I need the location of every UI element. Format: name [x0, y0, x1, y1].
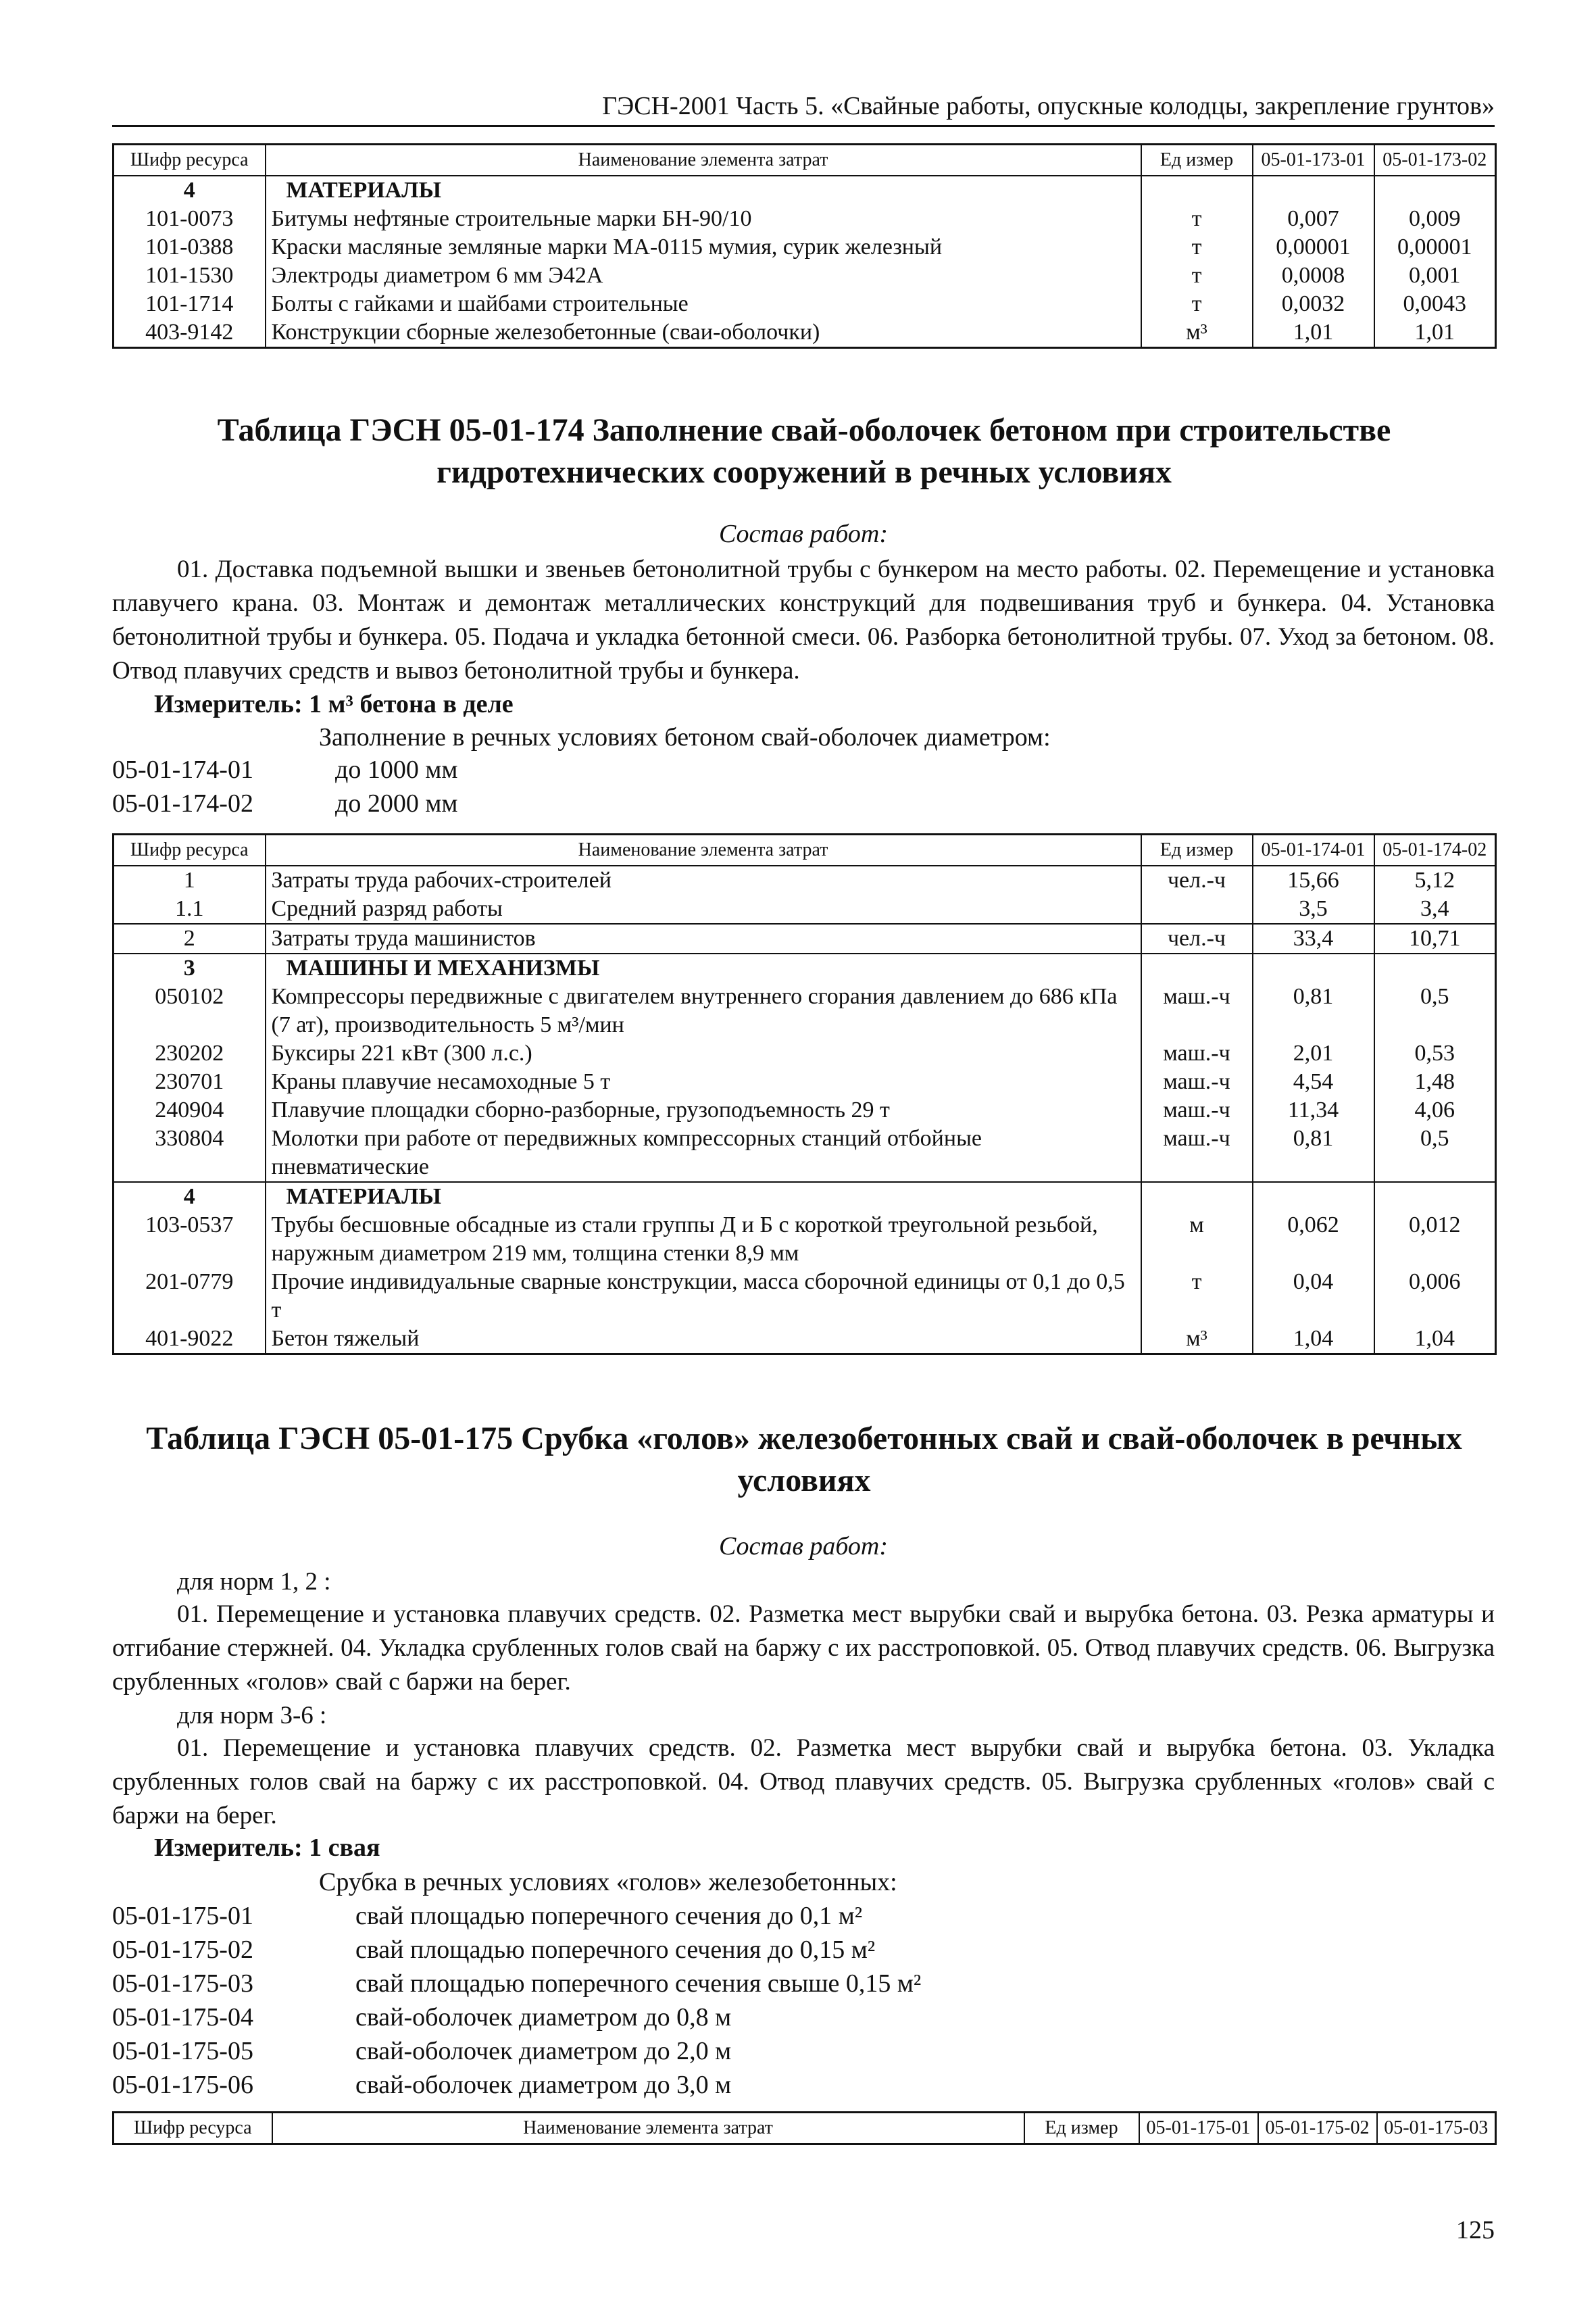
cell-name: МАТЕРИАЛЫ: [266, 1182, 1141, 1211]
cell-unit: м: [1141, 1211, 1253, 1268]
cell-v2: 0,0043: [1374, 290, 1496, 318]
cell-name: Битумы нефтяные строительные марки БН-90/10: [266, 205, 1141, 233]
cell-unit: т: [1141, 233, 1253, 262]
norm-text: до 2000 мм: [335, 789, 458, 818]
norm-text: свай-оболочек диаметром до 0,8 м: [355, 2003, 732, 2032]
table-row: [114, 1125, 1496, 1182]
cell-v2: [1374, 1182, 1496, 1211]
cell-v2: 1,04: [1374, 1325, 1496, 1354]
norm-item: [112, 1967, 921, 2000]
norm-code: 05-01-174-01: [112, 756, 253, 784]
cell-unit: [1141, 954, 1253, 983]
col-header-name: Наименование элемента затрат: [266, 145, 1141, 176]
cell-unit: маш.-ч: [1141, 1096, 1253, 1125]
table-row: [114, 290, 1496, 318]
norm-text: до 1000 мм: [335, 756, 458, 784]
cell-name: Конструкции сборные железобетонные (сваи-оболочки): [266, 318, 1141, 348]
cell-v2: 0,009: [1374, 205, 1496, 233]
cell-unit: маш.-ч: [1141, 1039, 1253, 1068]
cell-v1: 3,5: [1253, 895, 1374, 924]
norm-item: [112, 2034, 921, 2068]
table-row: [114, 1268, 1496, 1325]
norm-item: [112, 1899, 921, 1933]
cell-name: Компрессоры передвижные с двигателем внутреннего сгорания давлением до 686 кПа (7 ат), производительность 5 м³/мин: [266, 983, 1141, 1039]
table-row: [114, 205, 1496, 233]
cell-code: 4: [114, 1182, 266, 1211]
norm-text: свай площадью поперечного сечения до 0,1 м²: [355, 1902, 863, 1930]
cell-unit: [1141, 1182, 1253, 1211]
norm-item: [112, 2000, 921, 2034]
norm-code: 05-01-174-02: [112, 789, 253, 818]
table-row: [114, 318, 1496, 348]
cell-code: 4: [114, 176, 266, 205]
cell-unit: маш.-ч: [1141, 1125, 1253, 1182]
cell-name: Краны плавучие несамоходные 5 т: [266, 1068, 1141, 1096]
composition-label-175: Состав работ:: [718, 1532, 889, 1560]
norm-item: [112, 753, 457, 787]
table-05-01-173: [112, 143, 1497, 349]
norm-item: [112, 787, 457, 820]
cell-name: Прочие индивидуальные сварные конструкции, масса сборочной единицы от 0,1 до 0,5 т: [266, 1268, 1141, 1325]
composition-text-175-2: 01. Перемещение и установка плавучих средств. 02. Разметка мест вырубки свай и вырубка бетона. 03. Укладка срубленных голов свай на баржу с их расстроповкой. 04. Отвод плавучих средств. 05. Выгрузка срубленных «голов» свай с баржи на берег.: [112, 1734, 1495, 1829]
table-row: [114, 262, 1496, 290]
cell-code: 050102: [114, 983, 266, 1039]
cell-unit: т: [1141, 262, 1253, 290]
table-row: [114, 1325, 1496, 1354]
norms-list-174: [112, 753, 457, 820]
cell-v2: 0,00001: [1374, 233, 1496, 262]
cell-name: Электроды диаметром 6 мм Э42А: [266, 262, 1141, 290]
cell-v1: 0,81: [1253, 983, 1374, 1039]
for-norms-1-2: для норм 1, 2 :: [177, 1568, 331, 1596]
norm-code: 05-01-175-03: [112, 1969, 253, 1998]
norm-code: 05-01-175-06: [112, 2071, 253, 2099]
cell-v1: 0,04: [1253, 1268, 1374, 1325]
cell-unit: чел.-ч: [1141, 866, 1253, 895]
cell-name: Краски масляные земляные марки МА-0115 мумия, сурик железный: [266, 233, 1141, 262]
cell-unit: чел.-ч: [1141, 924, 1253, 954]
cell-v1: 0,81: [1253, 1125, 1374, 1182]
cell-name: Средний разряд работы: [266, 895, 1141, 924]
table-row: [114, 924, 1496, 954]
norm-item: [112, 2068, 921, 2102]
composition-text-174: 01. Доставка подъемной вышки и звеньев бетонолитной трубы с бункером на место работы. 02. Перемещение и установка плавучего крана. 03. Монтаж и демонтаж металлических конструкций для подвешивания труб и бункера. 04. Установка бетонолитной трубы и бункера. 05. Подача и укладка бетонной смеси. 06. Разборка бетонолитной трубы. 07. Уход за бетоном. 08. Отвод плавучих средств и вывоз бетонолитной трубы и бункера.: [112, 556, 1495, 685]
col-header-norm-2: 05-01-174-02: [1374, 835, 1496, 866]
cell-code: 101-1714: [114, 290, 266, 318]
measure-label: Измеритель:: [154, 1833, 303, 1862]
cell-unit: м³: [1141, 1325, 1253, 1354]
cell-name: Буксиры 221 кВт (300 л.с.): [266, 1039, 1141, 1068]
table-05-01-175: [112, 2111, 1497, 2145]
cell-v1: [1253, 176, 1374, 205]
norm-code: 05-01-175-02: [112, 1936, 253, 1964]
cell-v1: 4,54: [1253, 1068, 1374, 1096]
table-row: [114, 176, 1496, 205]
cell-name: Трубы бесшовные обсадные из стали группы Д и Б с короткой треугольной резьбой, наружным диаметром 219 мм, толщина стенки 8,9 мм: [266, 1211, 1141, 1268]
measure-label: Измеритель:: [154, 690, 303, 718]
table-row: [114, 1068, 1496, 1096]
col-header-norm-1: 05-01-174-01: [1253, 835, 1374, 866]
cell-v2: 0,001: [1374, 262, 1496, 290]
norm-item: [112, 1933, 921, 1967]
cell-unit: т: [1141, 290, 1253, 318]
cell-name: Плавучие площадки сборно-разборные, грузоподъемность 29 т: [266, 1096, 1141, 1125]
table-row: [114, 1039, 1496, 1068]
cell-v1: [1253, 1182, 1374, 1211]
col-header-unit: Ед измер: [1024, 2113, 1139, 2144]
cell-code: 403-9142: [114, 318, 266, 348]
cell-v2: [1374, 954, 1496, 983]
cell-code: 330804: [114, 1125, 266, 1182]
cell-v2: 0,5: [1374, 1125, 1496, 1182]
cell-unit: [1141, 895, 1253, 924]
cell-v2: 5,12: [1374, 866, 1496, 895]
col-header-norm-1: 05-01-175-01: [1139, 2113, 1258, 2144]
cell-code: 3: [114, 954, 266, 983]
cell-v1: 0,0008: [1253, 262, 1374, 290]
col-header-code: Шифр ресурса: [114, 835, 266, 866]
cell-v2: 0,5: [1374, 983, 1496, 1039]
norm-text: свай площадью поперечного сечения свыше 0,15 м²: [355, 1969, 922, 1998]
cell-v1: 0,062: [1253, 1211, 1374, 1268]
cell-v2: 10,71: [1374, 924, 1496, 954]
norm-code: 05-01-175-01: [112, 1902, 253, 1930]
cell-code: 103-0537: [114, 1211, 266, 1268]
cell-v2: 0,006: [1374, 1268, 1496, 1325]
measure-value: 1 свая: [309, 1833, 380, 1862]
table-row: [114, 233, 1496, 262]
cell-v1: [1253, 954, 1374, 983]
table-row: [114, 895, 1496, 924]
cell-name: Затраты труда рабочих-строителей: [266, 866, 1141, 895]
col-header-norm-2: 05-01-175-02: [1258, 2113, 1377, 2144]
cell-v1: 0,00001: [1253, 233, 1374, 262]
col-header-name: Наименование элемента затрат: [266, 835, 1141, 866]
cell-name: МАТЕРИАЛЫ: [266, 176, 1141, 205]
norm-text: свай площадью поперечного сечения до 0,15 м²: [355, 1936, 876, 1964]
cell-v2: 3,4: [1374, 895, 1496, 924]
table-row: [114, 1096, 1496, 1125]
table-row: [114, 1211, 1496, 1268]
cell-v1: 0,007: [1253, 205, 1374, 233]
measure-175: [154, 1833, 380, 1863]
table-row: [114, 954, 1496, 983]
table-row: [114, 983, 1496, 1039]
page-number: 125: [1456, 2216, 1495, 2244]
cell-v2: [1374, 176, 1496, 205]
col-header-unit: Ед измер: [1141, 835, 1253, 866]
cell-v1: 11,34: [1253, 1096, 1374, 1125]
cell-v2: 4,06: [1374, 1096, 1496, 1125]
cell-code: 401-9022: [114, 1325, 266, 1354]
cell-v2: 0,012: [1374, 1211, 1496, 1268]
section-title-175: Таблица ГЭСН 05-01-175 Срубка «голов» железобетонных свай и свай-оболочек в речных условиях: [146, 1421, 1462, 1498]
cell-name: Болты с гайками и шайбами строительные: [266, 290, 1141, 318]
table-row: [114, 1182, 1496, 1211]
col-header-name: Наименование элемента затрат: [272, 2113, 1024, 2144]
cell-v1: 1,04: [1253, 1325, 1374, 1354]
cell-code: 240904: [114, 1096, 266, 1125]
cell-code: 101-0073: [114, 205, 266, 233]
col-header-unit: Ед измер: [1141, 145, 1253, 176]
cell-name: МАШИНЫ И МЕХАНИЗМЫ: [266, 954, 1141, 983]
norm-text: свай-оболочек диаметром до 3,0 м: [355, 2071, 732, 2099]
cell-v2: 1,01: [1374, 318, 1496, 348]
cell-v1: 33,4: [1253, 924, 1374, 954]
col-header-norm-3: 05-01-175-03: [1377, 2113, 1496, 2144]
norms-list-175: [112, 1899, 921, 2102]
norm-code: 05-01-175-05: [112, 2037, 253, 2065]
col-header-norm-2: 05-01-173-02: [1374, 145, 1496, 176]
measure-174: [154, 689, 514, 719]
norm-text: свай-оболочек диаметром до 2,0 м: [355, 2037, 732, 2065]
cell-code: 101-1530: [114, 262, 266, 290]
table-row: [114, 866, 1496, 895]
cell-code: 1.1: [114, 895, 266, 924]
cell-code: 2: [114, 924, 266, 954]
col-header-code: Шифр ресурса: [114, 145, 266, 176]
cell-name: Бетон тяжелый: [266, 1325, 1141, 1354]
cell-unit: м³: [1141, 318, 1253, 348]
cell-unit: [1141, 176, 1253, 205]
table-05-01-174: [112, 833, 1497, 1355]
cell-name: Молотки при работе от передвижных компрессорных станций отбойные пневматические: [266, 1125, 1141, 1182]
cell-unit: т: [1141, 1268, 1253, 1325]
composition-text-175-1: 01. Перемещение и установка плавучих средств. 02. Разметка мест вырубки свай и вырубка бетона. 03. Резка арматуры и отгибание стержней. 04. Укладка срубленных голов свай на баржу с их расстроповкой. 05. Отвод плавучих средств. 06. Выгрузка срубленных «голов» свай с баржи на берег.: [112, 1600, 1495, 1696]
composition-label-174: Состав работ:: [718, 520, 889, 548]
cell-name: Затраты труда машинистов: [266, 924, 1141, 954]
norm-code: 05-01-175-04: [112, 2003, 253, 2032]
for-norms-3-6: для норм 3-6 :: [177, 1702, 327, 1729]
cell-v1: 1,01: [1253, 318, 1374, 348]
cell-unit: т: [1141, 205, 1253, 233]
cell-unit: маш.-ч: [1141, 983, 1253, 1039]
norms-intro-175: Срубка в речных условиях «голов» железобетонных:: [319, 1868, 897, 1896]
cell-code: 201-0779: [114, 1268, 266, 1325]
col-header-code: Шифр ресурса: [114, 2113, 272, 2144]
cell-v1: 2,01: [1253, 1039, 1374, 1068]
measure-value: 1 м³ бетона в деле: [309, 690, 514, 718]
section-title-174: Таблица ГЭСН 05-01-174 Заполнение свай-оболочек бетоном при строительстве гидротехнических сооружений в речных условиях: [217, 412, 1391, 490]
cell-v2: 0,53: [1374, 1039, 1496, 1068]
cell-v2: 1,48: [1374, 1068, 1496, 1096]
cell-code: 1: [114, 866, 266, 895]
norms-intro-174: Заполнение в речных условиях бетоном свай-оболочек диаметром:: [319, 723, 1051, 752]
cell-code: 230202: [114, 1039, 266, 1068]
col-header-norm-1: 05-01-173-01: [1253, 145, 1374, 176]
cell-unit: маш.-ч: [1141, 1068, 1253, 1096]
cell-code: 101-0388: [114, 233, 266, 262]
cell-v1: 15,66: [1253, 866, 1374, 895]
page-header: ГЭСН-2001 Часть 5. «Свайные работы, опускные колодцы, закрепление грунтов»: [112, 91, 1495, 127]
cell-code: 230701: [114, 1068, 266, 1096]
cell-v1: 0,0032: [1253, 290, 1374, 318]
